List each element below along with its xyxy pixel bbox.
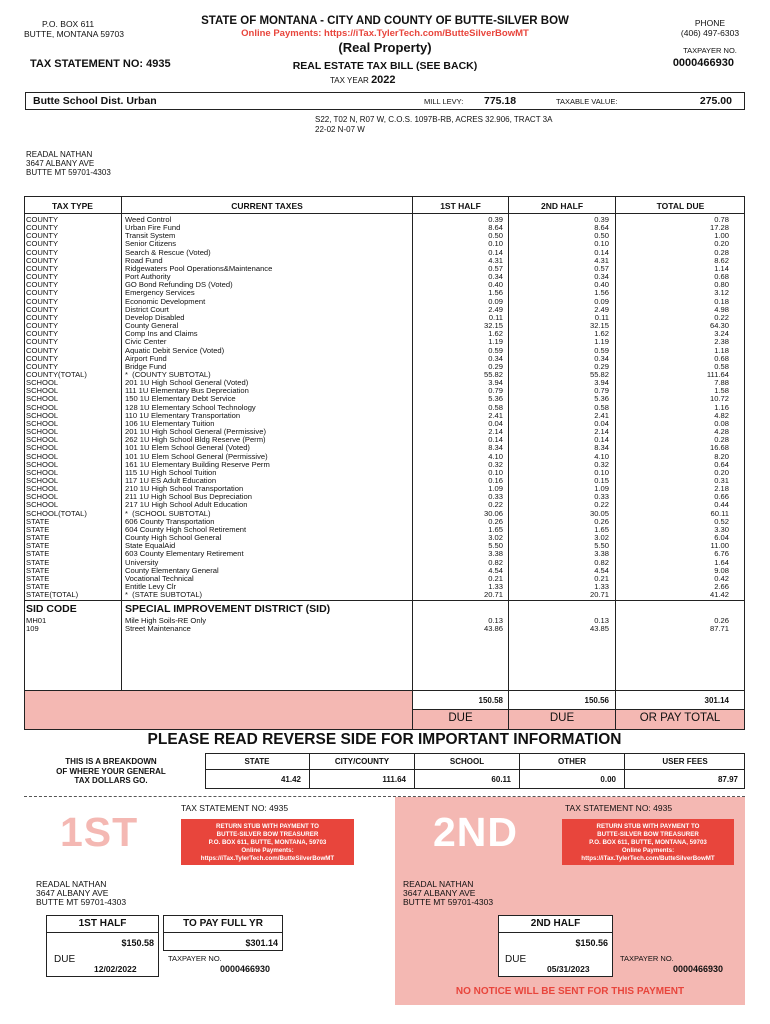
stub-2 bbox=[395, 797, 745, 1005]
tax-year-row bbox=[330, 74, 396, 86]
stub1-taxpayer-no: 0000466930 bbox=[220, 964, 271, 974]
stub1-taxpayer-label: TAXPAYER NO. bbox=[168, 954, 222, 963]
breakdown-value-city-county: 111.64 bbox=[382, 775, 406, 784]
breakdown-value-user-fees: 87.97 bbox=[717, 775, 738, 784]
taxpayer-no-label: TAXPAYER NO. bbox=[683, 46, 737, 55]
table-header-line bbox=[24, 213, 745, 214]
due-second-half: DUE bbox=[509, 710, 615, 729]
stub2-half-amount: $150.56 bbox=[575, 938, 608, 948]
stub1-due-date: 12/02/2022 bbox=[94, 964, 137, 974]
stub2-due-date: 05/31/2023 bbox=[547, 964, 590, 974]
stub2-half-box-line bbox=[498, 932, 613, 933]
stub1-owner-city: BUTTE MT 59701-4303 bbox=[36, 897, 127, 907]
header-po-box: P.O. BOX 611 bbox=[42, 19, 95, 29]
col-header-total-due: TOTAL DUE bbox=[656, 201, 705, 211]
sid-total-due: 0.26 87.71 bbox=[709, 616, 729, 634]
totals-left-shade bbox=[25, 690, 412, 729]
stub1-full-box-line bbox=[163, 932, 283, 933]
second-half-column: 0.39 8.64 0.50 0.10 0.14 4.31 0.57 0.34 0.40 1.56 0.09 2.49 0.11 32.15 1.62 1.19 0.59 0.34 0.29 55.82 3.94 0.79 5.36 0.58 2.41 0.04 2.14 0.14 8.34 4.10 0.32 0.10 0.15 1.09 0.33 0.22 30.05 0.26 1.65 3.02 5.50 3.38 0.82 4.54 0.21 1.33 20.71 bbox=[589, 215, 609, 600]
total-second-half: 150.56 bbox=[584, 696, 609, 705]
stub-1 bbox=[24, 797, 394, 1012]
sid-second-half: 0.13 43.85 bbox=[589, 616, 609, 634]
col-header-second-half: 2ND HALF bbox=[540, 201, 584, 211]
due-first-half: DUE bbox=[413, 710, 508, 729]
tax-year: 2022 bbox=[371, 74, 396, 86]
table-divider bbox=[121, 196, 122, 730]
stub1-big-label: 1ST bbox=[60, 809, 139, 855]
stub1-half-amount: $150.58 bbox=[121, 938, 154, 948]
stub2-return-stub-box: RETURN STUB WITH PAYMENT TO BUTTE-SILVER BOW TREASURER P.O. BOX 611, BUTTE, MONTANA, 59703 Online Payments: https://iTax.TylerTech.com/ButteSilverBowMT bbox=[562, 819, 734, 865]
stub1-full-label: TO PAY FULL YR bbox=[183, 918, 263, 929]
sid-codes: MH01 109 bbox=[26, 616, 47, 634]
breakdown-header-school: SCHOOL bbox=[449, 757, 485, 766]
district-name: Butte School Dist. Urban bbox=[33, 95, 157, 107]
stub2-owner-city: BUTTE MT 59701-4303 bbox=[403, 897, 494, 907]
stub1-half-label: 1ST HALF bbox=[78, 918, 127, 929]
breakdown-value-other: 0.00 bbox=[600, 775, 616, 784]
stub2-statement: TAX STATEMENT NO: 4935 bbox=[565, 803, 673, 813]
totals-line bbox=[24, 690, 745, 691]
no-notice-warning: NO NOTICE WILL BE SENT FOR THIS PAYMENT bbox=[455, 986, 685, 997]
stub2-half-label: 2ND HALF bbox=[530, 918, 581, 929]
stub2-taxpayer-no: 0000466930 bbox=[673, 964, 724, 974]
stub2-taxpayer-label: TAXPAYER NO. bbox=[620, 954, 674, 963]
breakdown-value-school: 60.11 bbox=[491, 775, 511, 784]
legal-description-1: S22, T02 N, R07 W, C.O.S. 1097B-RB, ACRES 32.906, TRACT 3A bbox=[315, 115, 553, 124]
total-due-column: 0.78 17.28 1.00 0.20 0.28 8.62 1.14 0.68 0.80 3.12 0.18 4.98 0.22 64.30 3.24 2.38 1.18 0.68 0.58 111.64 7.88 1.58 10.72 1.16 4.82 0.08 4.28 0.28 16.68 8.20 0.64 0.20 0.31 2.18 0.66 0.44 60.11 0.52 3.30 6.04 11.00 6.76 1.64 9.08 0.42 2.66 41.42 bbox=[706, 215, 729, 600]
sid-code-header: SID CODE bbox=[26, 603, 77, 615]
taxable-value-label: TAXABLE VALUE: bbox=[556, 97, 618, 106]
stub1-due-label: DUE bbox=[54, 954, 76, 965]
real-property-label: (Real Property) bbox=[338, 40, 432, 55]
col-header-current-taxes: CURRENT TAXES bbox=[231, 201, 303, 211]
description-column: Weed Control Urban Fire Fund Transit System Senior Citizens Search & Rescue (Voted) Road Fund Ridgewaters Pool Operations&Maintenance Port Authority GO Bond Refunding DS (Voted) Emergency Services Economic Development District Court Develop Disabled County General Comp Ins and Claims Civic Center Aquatic Debit Service (Voted) Airport Fund Bridge Fund * (COUNTY SUBTOTAL) 201 1U High School General (Voted) 111 1U Elementary Bus Depreciation 150 1U Elementary Debt Service 128 1U Elementary School Technology 110 1U Elementary Transportation 106 1U Elementary Tuition 201 1U High School General (Permissive) 262 1U High School Bldg Reserve (Perm) 101 1U Elem School General (Voted) 101 1U Elem School General (Permissive) 161 1U Elementary Building Reserve Perm 115 1U High School Tuition 117 1U ES Adult Education 210 1U High School Transportation 211 1U High School Bus Depreciation 217 1U High School Adult Education * (SCHOOL SUBTOTAL) 606 County Transportation 604 County High School Retirement County High School General State EqualAid 603 County Elementary Retirement University County Elementary General Vocational Technical Entitle Levy Clr * (STATE SUBTOTAL) bbox=[125, 215, 273, 600]
header-title: STATE OF MONTANA - CITY AND COUNTY OF BUTTE-SILVER BOW bbox=[201, 15, 569, 27]
mill-levy: 775.18 bbox=[484, 95, 517, 107]
breakdown-value-state: 41.42 bbox=[280, 775, 301, 784]
sid-first-half: 0.13 43.86 bbox=[483, 616, 503, 634]
breakdown-row-line bbox=[205, 769, 745, 770]
stub2-owner-street: 3647 ALBANY AVE bbox=[403, 888, 476, 898]
breakdown-header-user-fees: USER FEES bbox=[662, 757, 708, 766]
stub1-full-amount: $301.14 bbox=[245, 938, 278, 948]
breakdown-header-other: OTHER bbox=[558, 757, 586, 766]
header-city: BUTTE, MONTANA 59703 bbox=[24, 29, 124, 39]
tax-year-label: TAX YEAR bbox=[330, 76, 369, 85]
owner-city: BUTTE MT 59701-4303 bbox=[26, 168, 111, 177]
phone-number: (406) 497-6303 bbox=[680, 28, 740, 38]
stub1-return-stub-box: RETURN STUB WITH PAYMENT TO BUTTE-SILVER BOW TREASURER P.O. BOX 611, BUTTE, MONTANA, 59703 Online Payments: https://iTax.TylerTech.com/ButteSilverBowMT bbox=[181, 819, 354, 865]
stub2-owner-name: READAL NATHAN bbox=[403, 879, 474, 889]
col-header-tax-type: TAX TYPE bbox=[52, 201, 93, 211]
legal-description-2: 22-02 N-07 W bbox=[315, 125, 365, 134]
stub1-half-box-line bbox=[46, 932, 159, 933]
first-half-column: 0.39 8.64 0.50 0.10 0.14 4.31 0.57 0.34 0.40 1.56 0.09 2.49 0.11 32.15 1.62 1.19 0.59 0.34 0.29 55.82 3.94 0.79 5.36 0.58 2.41 0.04 2.14 0.14 8.34 4.10 0.32 0.10 0.16 1.09 0.33 0.22 30.06 0.26 1.65 3.02 5.50 3.38 0.82 4.54 0.21 1.33 20.71 bbox=[483, 215, 503, 600]
stub2-big-label: 2ND bbox=[433, 809, 519, 855]
sid-divider-top bbox=[24, 600, 745, 601]
read-reverse-notice: PLEASE READ REVERSE SIDE FOR IMPORTANT INFORMATION bbox=[147, 731, 622, 748]
tax-type-column: COUNTY COUNTY COUNTY COUNTY COUNTY COUNTY COUNTY COUNTY COUNTY COUNTY COUNTY COUNTY COUNTY COUNTY COUNTY COUNTY COUNTY COUNTY COUNTY COUNTY(TOTAL) SCHOOL SCHOOL SCHOOL SCHOOL SCHOOL SCHOOL SCHOOL SCHOOL SCHOOL SCHOOL SCHOOL SCHOOL SCHOOL SCHOOL SCHOOL SCHOOL SCHOOL(TOTAL) STATE STATE STATE STATE STATE STATE STATE STATE STATE STATE(TOTAL) bbox=[26, 215, 87, 600]
owner-name: READAL NATHAN bbox=[26, 150, 93, 159]
taxpayer-no: 0000466930 bbox=[672, 57, 734, 69]
stub1-owner-name: READAL NATHAN bbox=[36, 879, 107, 889]
bill-title: REAL ESTATE TAX BILL (SEE BACK) bbox=[292, 60, 478, 72]
sid-title: SPECIAL IMPROVEMENT DISTRICT (SID) bbox=[125, 603, 331, 615]
owner-street: 3647 ALBANY AVE bbox=[26, 159, 95, 168]
mill-levy-label: MILL LEVY: bbox=[424, 97, 464, 106]
or-pay-total: OR PAY TOTAL bbox=[616, 710, 744, 729]
online-payments-link[interactable]: Online Payments: https://iTax.TylerTech.com/ButteSilverBowMT bbox=[241, 28, 529, 39]
sid-descriptions: Mile High Soils-RE Only Street Maintenance bbox=[125, 616, 207, 634]
breakdown-label: THIS IS A BREAKDOWN OF WHERE YOUR GENERAL TAX DOLLARS GO. bbox=[56, 757, 166, 785]
stub1-owner-street: 3647 ALBANY AVE bbox=[36, 888, 109, 898]
breakdown-header-state: STATE bbox=[244, 757, 270, 766]
taxable-value: 275.00 bbox=[699, 95, 732, 107]
total-first-half: 150.58 bbox=[478, 696, 503, 705]
tax-statement-no: TAX STATEMENT NO: 4935 bbox=[30, 58, 171, 70]
stub1-statement: TAX STATEMENT NO: 4935 bbox=[181, 803, 289, 813]
stub2-due-label: DUE bbox=[505, 954, 527, 965]
phone-label: PHONE bbox=[694, 18, 726, 28]
total-due-amount: 301.14 bbox=[704, 696, 729, 705]
col-header-first-half: 1ST HALF bbox=[440, 201, 481, 211]
breakdown-header-city-county: CITY/COUNTY bbox=[334, 757, 390, 766]
